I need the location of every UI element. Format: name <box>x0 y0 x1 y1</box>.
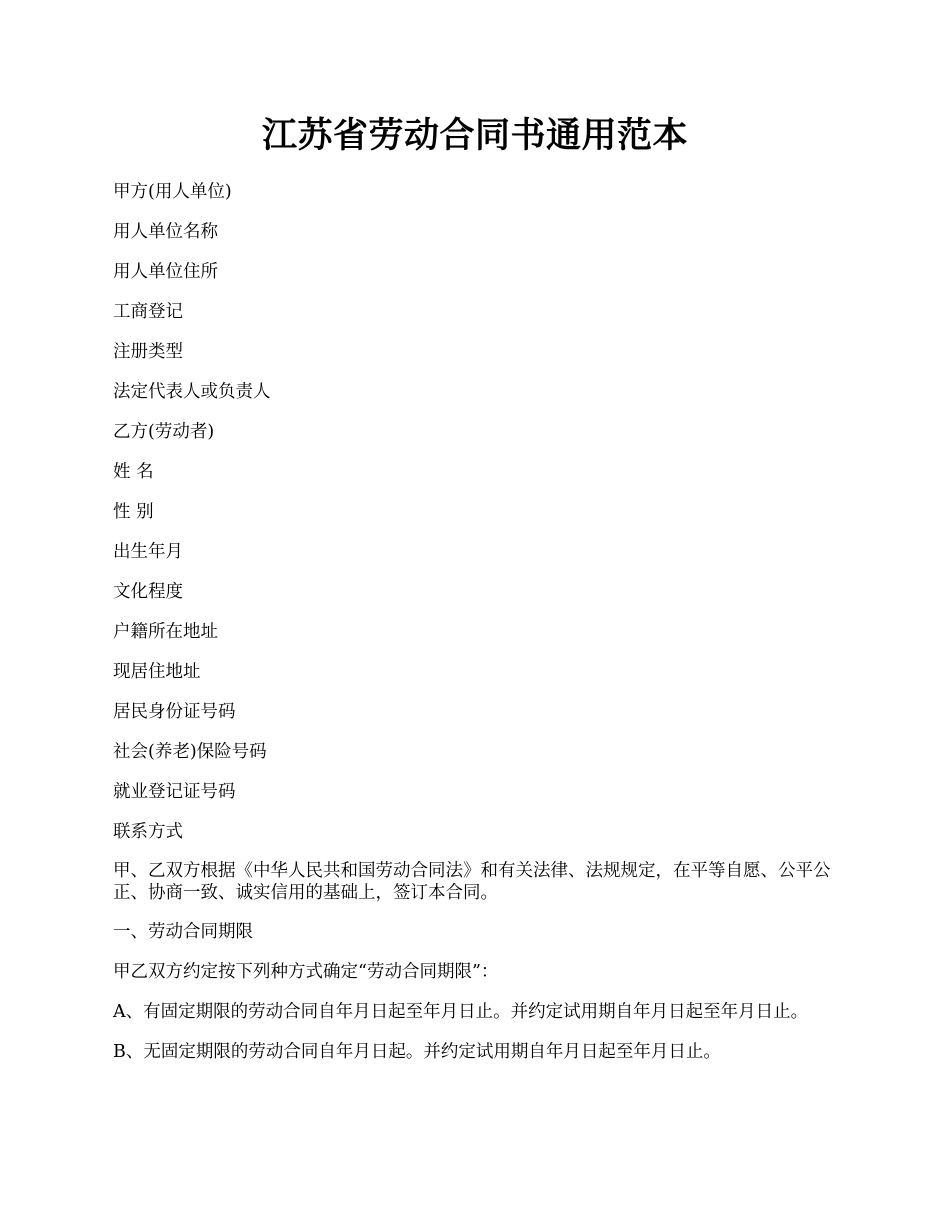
business-registration-field: 工商登记 <box>113 302 183 322</box>
employment-registration-field: 就业登记证号码 <box>113 782 236 802</box>
section-1-intro: 甲乙双方约定按下列种方式确定“劳动合同期限”： <box>113 962 499 982</box>
party-a-heading: 甲方(用人单位) <box>113 182 232 202</box>
option-b-paragraph: B、无固定期限的劳动合同自年月日起。并约定试用期自年月日起至年月日止。 <box>113 1042 721 1062</box>
document-body <box>113 180 843 1080</box>
employer-address-field: 用人单位住所 <box>113 262 218 282</box>
preamble-paragraph: 甲、乙双方根据《中华人民共和国劳动合同法》和有关法律、法规规定，在平等自愿、公平公正、协商一致、诚实信用的基础上，签订本合同。 <box>113 861 831 903</box>
social-insurance-field: 社会(养老)保险号码 <box>113 742 267 762</box>
legal-representative-field: 法定代表人或负责人 <box>113 382 271 402</box>
section-1-heading: 一、劳动合同期限 <box>113 922 253 942</box>
education-field: 文化程度 <box>113 582 183 602</box>
birth-date-field: 出生年月 <box>113 542 183 562</box>
employer-name-field: 用人单位名称 <box>113 222 218 242</box>
current-address-field: 现居住地址 <box>113 662 201 682</box>
gender-field: 性 别 <box>113 502 154 522</box>
contact-field: 联系方式 <box>113 822 183 842</box>
id-number-field: 居民身份证号码 <box>113 702 236 722</box>
document-title: 江苏省劳动合同书通用范本 <box>261 115 688 156</box>
name-field: 姓 名 <box>113 462 154 482</box>
option-a-paragraph: A、有固定期限的劳动合同自年月日起至年月日止。并约定试用期自年月日起至年月日止。 <box>113 1002 809 1022</box>
household-address-field: 户籍所在地址 <box>113 622 218 642</box>
registration-type-field: 注册类型 <box>113 342 183 362</box>
party-b-heading: 乙方(劳动者) <box>113 422 215 442</box>
